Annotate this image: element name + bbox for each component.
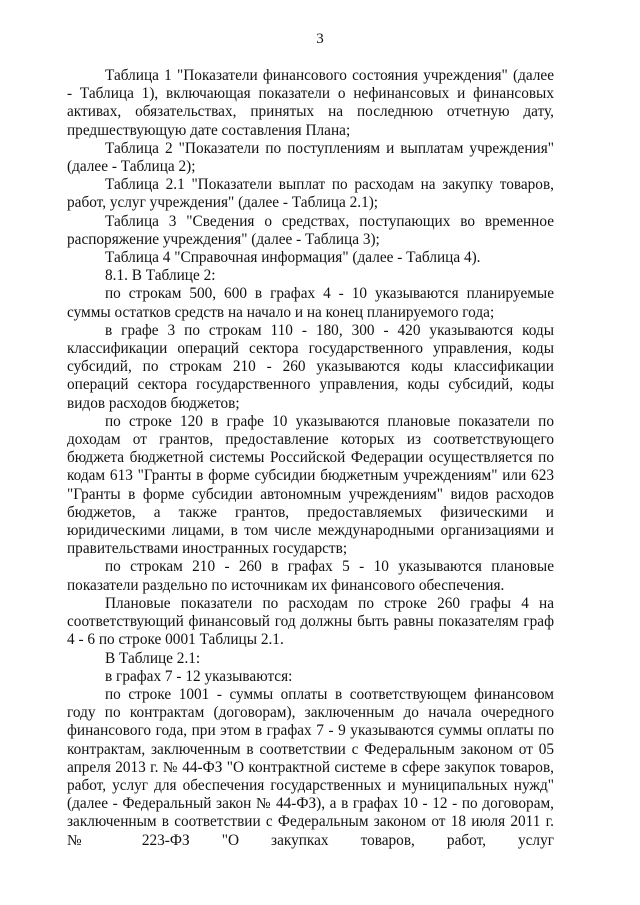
body-text: [67, 67, 554, 850]
paragraph-table-4: Таблица 4 "Справочная информация" (далее - Таблица 4).: [105, 249, 481, 267]
paragraph-table-2-1: Таблица 2.1 "Показатели выплат по расходам на закупку товаров, работ, услуг учреждения" (далее - Таблица 2.1);: [67, 176, 554, 212]
paragraph-section-8-1: 8.1. В Таблице 2:: [105, 267, 216, 285]
paragraph-table-2-1-heading: В Таблице 2.1:: [105, 649, 201, 667]
paragraph-columns-7-12: в графах 7 - 12 указываются:: [105, 667, 293, 685]
paragraph-row-1001: по строке 1001 - суммы оплаты в соответствующем финансовом году по контрактам (договорам), заключенным до начала очередного финансового года, при этом в графах 7 - 9 указываются суммы оплаты по контрактам, заключенным в соответствии с Федеральным законом от 05 апреля 2013 г. № 44-ФЗ "О контрактной системе в сфере закупок товаров, работ, услуг для обеспечения государственных и муниципальных нужд" (далее - Федеральный закон № 44-ФЗ), а в графах 10 - 12 - по договорам, заключенным в соответствии с Федеральным законом от 18 июля 2011 г. № 223-ФЗ "О закупках товаров, работ, услуг: [67, 685, 554, 849]
paragraph-table-1: Таблица 1 "Показатели финансового состояния учреждения" (далее - Таблица 1), включающая показатели о нефинансовых и финансовых активах, обязательствах, принятых на последнюю отчетную дату, предшествующую дате составления Плана;: [67, 67, 554, 139]
paragraph-row-120: по строке 120 в графе 10 указываются плановые показатели по доходам от грантов, предоставление которых из соответствующего бюджета бюджетной системы Российской Федерации осуществляется по кодам 613 "Гранты в форме субсидии бюджетным учреждениям" или 623 "Гранты в форме субсидии автономным учреждениям" видов расходов бюджетов, а также грантов, предоставляемых физическими и юридическими лицами, в том числе международными организациями и правительствами иностранных государств;: [67, 412, 554, 558]
paragraph-row-260: Плановые показатели по расходам по строке 260 графы 4 на соответствующий финансовый год должны быть равны показателям граф 4 - 6 по строке 0001 Таблицы 2.1.: [67, 594, 554, 649]
paragraph-table-2: Таблица 2 "Показатели по поступлениям и выплатам учреждения" (далее - Таблица 2);: [67, 139, 554, 176]
paragraph-rows-210-260: по строкам 210 - 260 в графах 5 - 10 указываются плановые показатели раздельно по источникам их финансового обеспечения.: [67, 558, 554, 594]
paragraph-rows-500-600: по строкам 500, 600 в графах 4 - 10 указываются планируемые суммы остатков средств на начало и на конец планируемого года;: [67, 285, 554, 321]
paragraph-column-3: в графе 3 по строкам 110 - 180, 300 - 420 указываются коды классификации операций сектора государственного управления, коды субсидий, по строкам 210 - 260 указываются коды классификации операций сектора государственного управления, коды субсидий, коды видов расходов бюджетов;: [67, 321, 554, 412]
paragraph-table-3: Таблица 3 "Сведения о средствах, поступающих во временное распоряжение учреждения" (далее - Таблица 3);: [67, 212, 554, 248]
page-number: 3: [316, 31, 324, 47]
